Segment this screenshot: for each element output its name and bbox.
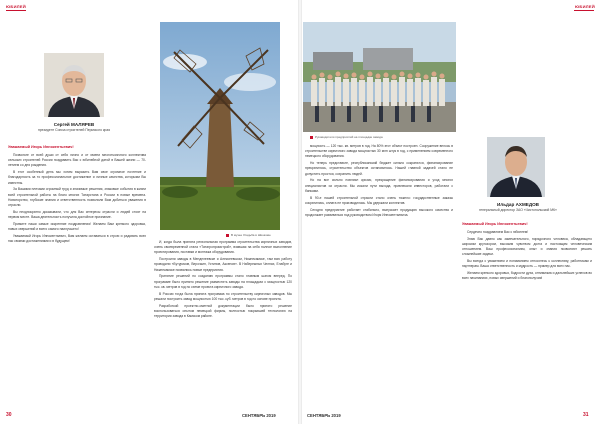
article-paragraph: Но на все сильно повлиял кризис, прекращение финансирования и уход многих специалистов из отрасли. Мы искали пути выхода, привлекали инвесторов, работали с банками.: [305, 178, 453, 193]
right-person-portrait-graphic: [487, 137, 545, 197]
left-person-role: президент Союза строителей Пермского края: [37, 128, 111, 132]
left-person-portrait: [44, 53, 104, 117]
right-letter-paragraph: Знаю Вас давно как замечательного, порядочного человека, обладающего широким кругозором, высоким чувством долга и настоящим человеческим отношением. Ваш профессионализм, опыт и знания позволяют решать сложнейшие задачи.: [462, 236, 592, 257]
section-rule-right: [574, 10, 594, 11]
article-paragraph: Построили заводы в Менделеевске и Алексеевском, Нижнекамске, там всю работу проводили «Бутуриков, Верочкин, Устинов, Аксенов». В Набережных Челнах, Елабуге и Нижнекамске появились новые предприятия.: [154, 257, 292, 272]
windmill-photo: [160, 22, 280, 230]
article-paragraph: Принятие решений по созданию программы стало главным шагом вперед. По программе было принято решение разместить заводы на площадках с мощностью 120 тыс. кв. метров в год по схеме проекта кирпичного завода.: [154, 274, 292, 289]
section-label-right: ЮБИЛЕЙ: [575, 4, 596, 9]
caption-marker-icon: [310, 136, 313, 139]
right-letter-paragraph: Желаем крепкого здоровья, бодрости духа, оптимизма и дальнейших успехов во всех начинаниях, новых свершений и благополучия!: [462, 271, 592, 281]
section-rule-left: [6, 10, 26, 11]
left-person-name: Сергей МАЛЯРЕВ: [53, 122, 95, 127]
article-paragraph: Но теперь представьте, республиканский бюджет сильно сократился, финансирование прекратилось, строительство объектов остановилось. Нашей главной задачей стало не допустить простоя, сохранить людей.: [305, 161, 453, 176]
caption-marker-icon: [226, 234, 229, 237]
article-column-1: [154, 240, 292, 406]
group-photo-caption-text: Руководители предприятий на площадке завода: [315, 135, 383, 139]
windmill-photo-graphic: [160, 22, 280, 230]
right-person-salutation: Уважаемый Игорь Иннокентьевич!: [462, 222, 528, 226]
left-letter-paragraph: Примите наши самые искренние поздравления! Желаем Вам крепкого здоровья, новых свершений и всего самого наилучшего!: [8, 221, 146, 232]
left-person-portrait-graphic: [44, 53, 104, 117]
left-letter-column: [8, 153, 146, 405]
right-person-name: Ильдар АХМЕДОВ: [496, 202, 540, 207]
left-person-salutation: Уважаемый Игорь Иннокентьевич!: [8, 145, 74, 149]
page-gutter: [298, 0, 302, 424]
right-person-portrait: [487, 137, 545, 197]
left-letter-paragraph: Уважаемый Игорь Иннокентьевич, Вам желаем оставаться в строю и радовать всех нас своими достижениями и в будущем!: [8, 233, 146, 244]
article-paragraph: Разработкой проектно-сметной документации было принято решение воспользоваться опытом немецкой фирмы, полностью покрывшей технологию на территории завода в Камском районе.: [154, 303, 292, 319]
page-number-left: 30: [6, 412, 12, 418]
right-letter-paragraph: Вы всегда с уважением и пониманием относитесь к коллективу, работникам и партнерам. Ваша ответственность и мудрость — пример для всех нас.: [462, 259, 592, 269]
left-letter-paragraph: Вы неоднократно доказывали, что для Вас интересы отрасли и людей стоят на первом месте. Ваша деятельность получила достойное признание.: [8, 209, 146, 220]
article-column-2: [305, 144, 453, 406]
issue-date-left: СЕНТЯБРЬ 2019: [242, 413, 276, 418]
left-letter-paragraph: Позвольте от всей души от себя лично и от имени многотысячного коллектива сельских строителей России поздравить Вас с юбилейной датой в Вашей жизни — 70-летием со дня рождения.: [8, 153, 146, 168]
right-letter-paragraph: Сердечно поздравляем Вас с юбилеем!: [467, 230, 529, 234]
article-paragraph: В 90-е нашей строительной отрасли стало очень тяжело: государственные заказы сократились, оплата не производилась. Мы удержали коллектив.: [305, 195, 453, 205]
group-photo-caption: [310, 135, 383, 139]
article-paragraph: И, когда была принята региональная программа строительства кирпичных заводов, очень своевременной стала «Татагропромстрой», взявшая на себя полное выполнение проектирования, поставки и монтажа оборудования.: [154, 240, 292, 255]
right-letter-column: [462, 230, 592, 406]
issue-date-right: СЕНТЯБРЬ 2019: [307, 413, 341, 418]
left-letter-paragraph: В этот особенный день мы хотим выразить Вам свое огромное почтение и благодарность за то профессиональное достижение и личные качества, которыми Вы известны.: [8, 170, 146, 185]
group-photo-graphic: [303, 22, 456, 132]
group-photo: [303, 22, 456, 132]
article-paragraph: мощность — 120 тыс. кв. метров в год. На 80% этот объект построен. Сооружение велось в строительстве кирпичного завода мощностью 30 млн штук в год, с применением современного немецкого оборудования.: [305, 144, 453, 159]
article-paragraph: В России тогда была принята программа по строительству кирпичных заводов. Мы решали построить завод мощностью 100 тыс. куб. метров в год по основе проекта.: [154, 291, 292, 301]
windmill-photo-caption-text: В музее Усадьба в Шишкове: [231, 233, 271, 237]
left-letter-paragraph: За Вашими плечами огромный труд и значимые решения, знаковые события в жизни всей строительной работы на благо многих Татарстана и России в новые времена. Новаторство, глубокие знания и ответственность позволили Вам добиться уважения в отрасли.: [8, 187, 146, 208]
windmill-photo-caption: [226, 233, 271, 237]
article-paragraph: Сегодня предприятие работает стабильно, выпускает продукцию высокого качества и продолжает развиваться под руководством Игоря Иннокентьевича.: [305, 207, 453, 217]
section-label-left: ЮБИЛЕЙ: [6, 4, 27, 9]
right-person-role: генеральный директор ЗАО «Чистопольский МК»: [479, 208, 557, 212]
page-number-right: 31: [583, 412, 589, 418]
